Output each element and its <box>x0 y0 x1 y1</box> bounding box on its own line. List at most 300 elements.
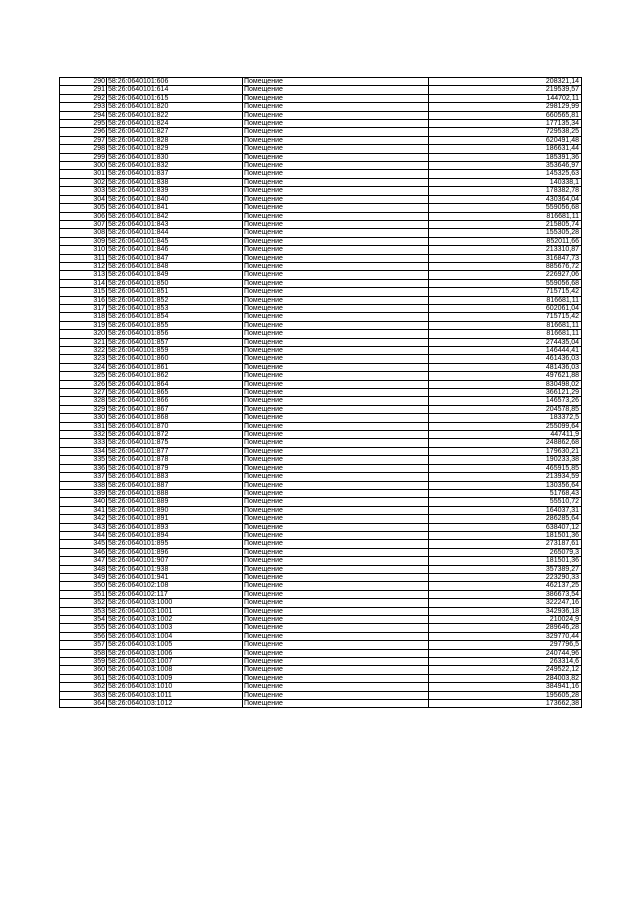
cadastral-value-cell: 298129,99 <box>429 103 582 111</box>
table-row <box>60 405 582 413</box>
cadastral-value-cell: 497621,88 <box>429 372 582 380</box>
cadastral-number-cell: 58:26:0640101:839 <box>107 187 243 195</box>
table-row <box>60 204 582 212</box>
table-row <box>60 489 582 497</box>
row-number-cell: 358 <box>60 649 107 657</box>
cadastral-number-cell: 58:26:0640101:868 <box>107 414 243 422</box>
object-type-cell: Помещение <box>243 498 429 506</box>
object-type-cell: Помещение <box>243 237 429 245</box>
row-number-cell: 324 <box>60 363 107 371</box>
row-number-cell: 318 <box>60 313 107 321</box>
cadastral-number-cell: 58:26:0640101:890 <box>107 506 243 514</box>
cadastral-number-cell: 58:26:0640101:870 <box>107 422 243 430</box>
cadastral-number-cell: 58:26:0640101:877 <box>107 447 243 455</box>
object-type-cell: Помещение <box>243 338 429 346</box>
object-type-cell: Помещение <box>243 162 429 170</box>
cadastral-value-cell: 353646,97 <box>429 162 582 170</box>
table-row <box>60 548 582 556</box>
cadastral-number-cell: 58:26:0640101:837 <box>107 170 243 178</box>
row-number-cell: 339 <box>60 489 107 497</box>
object-type-cell: Помещение <box>243 540 429 548</box>
object-type-cell: Помещение <box>243 607 429 615</box>
cadastral-number-cell: 58:26:0640103:1005 <box>107 641 243 649</box>
table-row <box>60 439 582 447</box>
cadastral-number-cell: 58:26:0640101:615 <box>107 94 243 102</box>
cadastral-value-cell: 144702,11 <box>429 94 582 102</box>
cadastral-number-cell: 58:26:0640101:606 <box>107 78 243 86</box>
object-type-cell: Помещение <box>243 405 429 413</box>
object-type-cell: Помещение <box>243 565 429 573</box>
cadastral-number-cell: 58:26:0640101:844 <box>107 229 243 237</box>
table-row <box>60 170 582 178</box>
table-row <box>60 641 582 649</box>
row-number-cell: 313 <box>60 271 107 279</box>
table-row <box>60 632 582 640</box>
cadastral-number-cell: 58:26:0640102:108 <box>107 582 243 590</box>
row-number-cell: 327 <box>60 389 107 397</box>
cadastral-number-cell: 58:26:0640101:896 <box>107 548 243 556</box>
row-number-cell: 299 <box>60 153 107 161</box>
cadastral-value-cell: 357389,27 <box>429 565 582 573</box>
table-row <box>60 649 582 657</box>
cadastral-number-cell: 58:26:0640101:907 <box>107 557 243 565</box>
object-type-cell: Помещение <box>243 254 429 262</box>
cadastral-value-cell: 186631,44 <box>429 145 582 153</box>
cadastral-number-cell: 58:26:0640101:856 <box>107 330 243 338</box>
table-row <box>60 338 582 346</box>
table-row <box>60 582 582 590</box>
cadastral-value-cell: 816681,11 <box>429 321 582 329</box>
table-row <box>60 94 582 102</box>
table-row <box>60 262 582 270</box>
row-number-cell: 356 <box>60 632 107 640</box>
cadastral-number-cell: 58:26:0640101:865 <box>107 389 243 397</box>
cadastral-number-cell: 58:26:0640101:849 <box>107 271 243 279</box>
cadastral-value-cell: 885676,72 <box>429 262 582 270</box>
row-number-cell: 348 <box>60 565 107 573</box>
table-row <box>60 304 582 312</box>
object-type-cell: Помещение <box>243 666 429 674</box>
table-row <box>60 456 582 464</box>
object-type-cell: Помещение <box>243 624 429 632</box>
property-table <box>59 77 582 708</box>
cadastral-number-cell: 58:26:0640103:1009 <box>107 674 243 682</box>
object-type-cell: Помещение <box>243 246 429 254</box>
row-number-cell: 291 <box>60 86 107 94</box>
cadastral-number-cell: 58:26:0640101:832 <box>107 162 243 170</box>
object-type-cell: Помещение <box>243 153 429 161</box>
cadastral-value-cell: 213310,87 <box>429 246 582 254</box>
object-type-cell: Помещение <box>243 691 429 699</box>
cadastral-number-cell: 58:26:0640101:820 <box>107 103 243 111</box>
row-number-cell: 355 <box>60 624 107 632</box>
row-number-cell: 345 <box>60 540 107 548</box>
cadastral-number-cell: 58:26:0640101:889 <box>107 498 243 506</box>
table-row <box>60 313 582 321</box>
cadastral-value-cell: 329770,44 <box>429 632 582 640</box>
row-number-cell: 302 <box>60 178 107 186</box>
cadastral-number-cell: 58:26:0640101:878 <box>107 456 243 464</box>
cadastral-number-cell: 58:26:0640101:851 <box>107 288 243 296</box>
object-type-cell: Помещение <box>243 178 429 186</box>
cadastral-number-cell: 58:26:0640101:866 <box>107 397 243 405</box>
table-row <box>60 515 582 523</box>
cadastral-value-cell: 462137,25 <box>429 582 582 590</box>
cadastral-number-cell: 58:26:0640101:614 <box>107 86 243 94</box>
object-type-cell: Помещение <box>243 523 429 531</box>
table-row <box>60 473 582 481</box>
cadastral-number-cell: 58:26:0640101:855 <box>107 321 243 329</box>
object-type-cell: Помещение <box>243 531 429 539</box>
cadastral-number-cell: 58:26:0640101:893 <box>107 523 243 531</box>
object-type-cell: Помещение <box>243 573 429 581</box>
cadastral-number-cell: 58:26:0640101:894 <box>107 531 243 539</box>
object-type-cell: Помещение <box>243 271 429 279</box>
table-row <box>60 187 582 195</box>
table-row <box>60 153 582 161</box>
table-row <box>60 389 582 397</box>
cadastral-value-cell: 366121,29 <box>429 389 582 397</box>
table-row <box>60 145 582 153</box>
object-type-cell: Помещение <box>243 321 429 329</box>
row-number-cell: 300 <box>60 162 107 170</box>
table-row <box>60 397 582 405</box>
cadastral-value-cell: 316847,73 <box>429 254 582 262</box>
row-number-cell: 293 <box>60 103 107 111</box>
cadastral-number-cell: 58:26:0640103:1006 <box>107 649 243 657</box>
row-number-cell: 330 <box>60 414 107 422</box>
table-row <box>60 380 582 388</box>
cadastral-number-cell: 58:26:0640103:1003 <box>107 624 243 632</box>
row-number-cell: 341 <box>60 506 107 514</box>
object-type-cell: Помещение <box>243 120 429 128</box>
object-type-cell: Помещение <box>243 304 429 312</box>
row-number-cell: 314 <box>60 279 107 287</box>
row-number-cell: 290 <box>60 78 107 86</box>
property-table-body <box>60 78 582 708</box>
cadastral-number-cell: 58:26:0640101:891 <box>107 515 243 523</box>
cadastral-value-cell: 248862,68 <box>429 439 582 447</box>
cadastral-number-cell: 58:26:0640101:872 <box>107 431 243 439</box>
row-number-cell: 301 <box>60 170 107 178</box>
cadastral-value-cell: 559056,68 <box>429 204 582 212</box>
cadastral-number-cell: 58:26:0640103:1012 <box>107 700 243 708</box>
row-number-cell: 335 <box>60 456 107 464</box>
cadastral-number-cell: 58:26:0640101:875 <box>107 439 243 447</box>
cadastral-number-cell: 58:26:0640101:845 <box>107 237 243 245</box>
object-type-cell: Помещение <box>243 103 429 111</box>
cadastral-number-cell: 58:26:0640101:829 <box>107 145 243 153</box>
cadastral-number-cell: 58:26:0640102:117 <box>107 590 243 598</box>
table-row <box>60 279 582 287</box>
object-type-cell: Помещение <box>243 170 429 178</box>
cadastral-value-cell: 190233,38 <box>429 456 582 464</box>
cadastral-number-cell: 58:26:0640101:938 <box>107 565 243 573</box>
cadastral-value-cell: 204578,85 <box>429 405 582 413</box>
row-number-cell: 350 <box>60 582 107 590</box>
object-type-cell: Помещение <box>243 363 429 371</box>
object-type-cell: Помещение <box>243 489 429 497</box>
cadastral-number-cell: 58:26:0640101:861 <box>107 363 243 371</box>
row-number-cell: 362 <box>60 683 107 691</box>
table-row <box>60 700 582 708</box>
cadastral-value-cell: 164037,31 <box>429 506 582 514</box>
object-type-cell: Помещение <box>243 557 429 565</box>
cadastral-value-cell: 223290,33 <box>429 573 582 581</box>
cadastral-value-cell: 215805,74 <box>429 220 582 228</box>
object-type-cell: Помещение <box>243 456 429 464</box>
cadastral-value-cell: 177135,34 <box>429 120 582 128</box>
cadastral-number-cell: 58:26:0640101:853 <box>107 304 243 312</box>
table-row <box>60 624 582 632</box>
object-type-cell: Помещение <box>243 355 429 363</box>
row-number-cell: 323 <box>60 355 107 363</box>
object-type-cell: Помещение <box>243 481 429 489</box>
table-row <box>60 136 582 144</box>
row-number-cell: 307 <box>60 220 107 228</box>
object-type-cell: Помещение <box>243 204 429 212</box>
cadastral-number-cell: 58:26:0640101:838 <box>107 178 243 186</box>
table-row <box>60 431 582 439</box>
row-number-cell: 304 <box>60 195 107 203</box>
cadastral-number-cell: 58:26:0640103:1002 <box>107 616 243 624</box>
cadastral-value-cell: 183372,5 <box>429 414 582 422</box>
table-row <box>60 683 582 691</box>
cadastral-number-cell: 58:26:0640101:879 <box>107 464 243 472</box>
cadastral-value-cell: 284003,82 <box>429 674 582 682</box>
row-number-cell: 329 <box>60 405 107 413</box>
cadastral-number-cell: 58:26:0640101:850 <box>107 279 243 287</box>
cadastral-number-cell: 58:26:0640101:854 <box>107 313 243 321</box>
row-number-cell: 337 <box>60 473 107 481</box>
object-type-cell: Помещение <box>243 506 429 514</box>
cadastral-value-cell: 481436,03 <box>429 363 582 371</box>
object-type-cell: Помещение <box>243 94 429 102</box>
cadastral-number-cell: 58:26:0640101:895 <box>107 540 243 548</box>
cadastral-value-cell: 213934,59 <box>429 473 582 481</box>
table-row <box>60 557 582 565</box>
cadastral-value-cell: 816681,11 <box>429 212 582 220</box>
cadastral-number-cell: 58:26:0640103:1000 <box>107 599 243 607</box>
table-row <box>60 422 582 430</box>
row-number-cell: 332 <box>60 431 107 439</box>
object-type-cell: Помещение <box>243 78 429 86</box>
row-number-cell: 321 <box>60 338 107 346</box>
object-type-cell: Помещение <box>243 616 429 624</box>
table-row <box>60 372 582 380</box>
row-number-cell: 360 <box>60 666 107 674</box>
row-number-cell: 310 <box>60 246 107 254</box>
cadastral-number-cell: 58:26:0640101:840 <box>107 195 243 203</box>
cadastral-value-cell: 384941,16 <box>429 683 582 691</box>
table-row <box>60 666 582 674</box>
cadastral-value-cell: 816681,11 <box>429 296 582 304</box>
table-row <box>60 229 582 237</box>
object-type-cell: Помещение <box>243 599 429 607</box>
row-number-cell: 306 <box>60 212 107 220</box>
cadastral-number-cell: 58:26:0640101:857 <box>107 338 243 346</box>
object-type-cell: Помещение <box>243 447 429 455</box>
cadastral-value-cell: 185391,36 <box>429 153 582 161</box>
object-type-cell: Помещение <box>243 145 429 153</box>
row-number-cell: 351 <box>60 590 107 598</box>
object-type-cell: Помещение <box>243 288 429 296</box>
table-row <box>60 78 582 86</box>
table-row <box>60 103 582 111</box>
cadastral-number-cell: 58:26:0640101:862 <box>107 372 243 380</box>
object-type-cell: Помещение <box>243 212 429 220</box>
table-row <box>60 162 582 170</box>
cadastral-number-cell: 58:26:0640101:841 <box>107 204 243 212</box>
object-type-cell: Помещение <box>243 372 429 380</box>
cadastral-number-cell: 58:26:0640101:830 <box>107 153 243 161</box>
object-type-cell: Помещение <box>243 380 429 388</box>
cadastral-value-cell: 255099,64 <box>429 422 582 430</box>
cadastral-value-cell: 51768,43 <box>429 489 582 497</box>
row-number-cell: 317 <box>60 304 107 312</box>
cadastral-value-cell: 852011,66 <box>429 237 582 245</box>
object-type-cell: Помещение <box>243 330 429 338</box>
row-number-cell: 309 <box>60 237 107 245</box>
object-type-cell: Помещение <box>243 473 429 481</box>
row-number-cell: 303 <box>60 187 107 195</box>
cadastral-value-cell: 178382,78 <box>429 187 582 195</box>
row-number-cell: 359 <box>60 658 107 666</box>
row-number-cell: 316 <box>60 296 107 304</box>
object-type-cell: Помещение <box>243 649 429 657</box>
row-number-cell: 346 <box>60 548 107 556</box>
cadastral-value-cell: 173662,38 <box>429 700 582 708</box>
cadastral-number-cell: 58:26:0640103:1008 <box>107 666 243 674</box>
cadastral-value-cell: 226927,06 <box>429 271 582 279</box>
cadastral-value-cell: 181501,36 <box>429 531 582 539</box>
row-number-cell: 333 <box>60 439 107 447</box>
table-row <box>60 111 582 119</box>
cadastral-value-cell: 715715,42 <box>429 288 582 296</box>
cadastral-value-cell: 55510,72 <box>429 498 582 506</box>
cadastral-value-cell: 145325,63 <box>429 170 582 178</box>
cadastral-number-cell: 58:26:0640103:1011 <box>107 691 243 699</box>
cadastral-number-cell: 58:26:0640101:887 <box>107 481 243 489</box>
table-row <box>60 498 582 506</box>
table-row <box>60 347 582 355</box>
row-number-cell: 334 <box>60 447 107 455</box>
table-row <box>60 363 582 371</box>
table-row <box>60 321 582 329</box>
row-number-cell: 353 <box>60 607 107 615</box>
cadastral-number-cell: 58:26:0640101:846 <box>107 246 243 254</box>
object-type-cell: Помещение <box>243 296 429 304</box>
row-number-cell: 325 <box>60 372 107 380</box>
row-number-cell: 349 <box>60 573 107 581</box>
table-row <box>60 464 582 472</box>
table-row <box>60 590 582 598</box>
cadastral-value-cell: 729538,25 <box>429 128 582 136</box>
cadastral-value-cell: 274435,04 <box>429 338 582 346</box>
object-type-cell: Помещение <box>243 262 429 270</box>
row-number-cell: 342 <box>60 515 107 523</box>
cadastral-value-cell: 286285,64 <box>429 515 582 523</box>
object-type-cell: Помещение <box>243 229 429 237</box>
table-row <box>60 573 582 581</box>
row-number-cell: 331 <box>60 422 107 430</box>
object-type-cell: Помещение <box>243 548 429 556</box>
row-number-cell: 340 <box>60 498 107 506</box>
row-number-cell: 298 <box>60 145 107 153</box>
cadastral-number-cell: 58:26:0640103:1007 <box>107 658 243 666</box>
object-type-cell: Помещение <box>243 313 429 321</box>
row-number-cell: 357 <box>60 641 107 649</box>
cadastral-number-cell: 58:26:0640101:847 <box>107 254 243 262</box>
cadastral-number-cell: 58:26:0640101:824 <box>107 120 243 128</box>
cadastral-value-cell: 830498,02 <box>429 380 582 388</box>
object-type-cell: Помещение <box>243 389 429 397</box>
object-type-cell: Помещение <box>243 582 429 590</box>
cadastral-value-cell: 461436,03 <box>429 355 582 363</box>
cadastral-value-cell: 297796,5 <box>429 641 582 649</box>
object-type-cell: Помещение <box>243 128 429 136</box>
table-row <box>60 414 582 422</box>
object-type-cell: Помещение <box>243 347 429 355</box>
cadastral-value-cell: 342936,18 <box>429 607 582 615</box>
cadastral-value-cell: 465915,85 <box>429 464 582 472</box>
cadastral-number-cell: 58:26:0640101:843 <box>107 220 243 228</box>
row-number-cell: 296 <box>60 128 107 136</box>
table-row <box>60 616 582 624</box>
table-row <box>60 674 582 682</box>
row-number-cell: 328 <box>60 397 107 405</box>
table-row <box>60 607 582 615</box>
row-number-cell: 364 <box>60 700 107 708</box>
object-type-cell: Помещение <box>243 632 429 640</box>
row-number-cell: 319 <box>60 321 107 329</box>
cadastral-value-cell: 602061,04 <box>429 304 582 312</box>
cadastral-number-cell: 58:26:0640101:822 <box>107 111 243 119</box>
object-type-cell: Помещение <box>243 86 429 94</box>
row-number-cell: 308 <box>60 229 107 237</box>
row-number-cell: 312 <box>60 262 107 270</box>
cadastral-number-cell: 58:26:0640101:860 <box>107 355 243 363</box>
cadastral-value-cell: 289646,28 <box>429 624 582 632</box>
table-row <box>60 254 582 262</box>
cadastral-number-cell: 58:26:0640101:852 <box>107 296 243 304</box>
cadastral-value-cell: 559056,68 <box>429 279 582 287</box>
row-number-cell: 297 <box>60 136 107 144</box>
object-type-cell: Помещение <box>243 220 429 228</box>
cadastral-value-cell: 447411,9 <box>429 431 582 439</box>
cadastral-value-cell: 181501,36 <box>429 557 582 565</box>
row-number-cell: 343 <box>60 523 107 531</box>
object-type-cell: Помещение <box>243 515 429 523</box>
row-number-cell: 294 <box>60 111 107 119</box>
cadastral-number-cell: 58:26:0640103:1010 <box>107 683 243 691</box>
cadastral-value-cell: 715715,42 <box>429 313 582 321</box>
object-type-cell: Помещение <box>243 136 429 144</box>
table-row <box>60 691 582 699</box>
cadastral-number-cell: 58:26:0640101:827 <box>107 128 243 136</box>
cadastral-number-cell: 58:26:0640101:859 <box>107 347 243 355</box>
cadastral-value-cell: 265079,3 <box>429 548 582 556</box>
row-number-cell: 320 <box>60 330 107 338</box>
cadastral-value-cell: 660565,81 <box>429 111 582 119</box>
cadastral-value-cell: 195605,28 <box>429 691 582 699</box>
table-row <box>60 237 582 245</box>
cadastral-value-cell: 179630,21 <box>429 447 582 455</box>
row-number-cell: 315 <box>60 288 107 296</box>
cadastral-number-cell: 58:26:0640101:828 <box>107 136 243 144</box>
row-number-cell: 347 <box>60 557 107 565</box>
object-type-cell: Помещение <box>243 641 429 649</box>
